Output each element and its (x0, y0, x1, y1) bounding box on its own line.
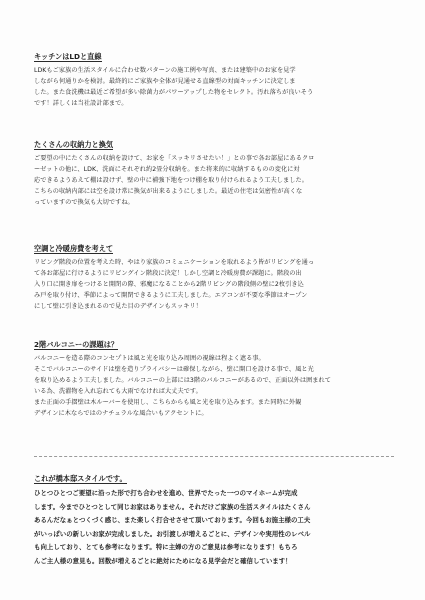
section-heading: これが橋本邸スタイルです。 (34, 474, 127, 483)
section-body: ご要望の中にたくさんの収納を設けて、お家を「スッキリさせたい！」との事で各お部屋にあるクロ ーゼットの他に、LDK、洗面にそれぞれ約2畳分収納を。また将来的に収納するものの変化に対 応できるようあえて棚は設けず、壁の中に補強下地をつけ棚を取り付けられるよう工夫しました。 こちらの収納内部には空を設け常に換気が出来るようにしました。最近の住宅は気密性が高くな っていますので換気も大切ですね。 (34, 155, 315, 206)
section-heading: キッチンはLDと直線 (34, 52, 102, 61)
section-heading: 空調と冷暖房費を考えて (34, 244, 114, 253)
section-storage (34, 132, 394, 208)
section-air-conditioning (34, 236, 394, 312)
section-body: バルコニーを造る際のコンセプトは風と光を取り込み周囲の視線は程よく遮る事。 そこでバルコニーのサイドは壁を造りプライバシーは確保しながら、壁に開口を設ける事で、風と光 を取り込めるよう工夫しました。バルコニーの上部には3階のバルコニーがあるので、正面以外は囲まれて いる為、洗濯物を入れ忘れても大雨でなければ大丈夫です。 また正面の手摺壁は木ルーバーを使用し、こちらからも風と光を取り込みます。また同時に外観 デザインに木ならではのナチュラルな風合いもアクセントに。 (34, 355, 332, 417)
section-summary (34, 466, 394, 568)
section-body: リビング階段の位置を考えた時、やはり家族のコミュニケーションを取れるよう皆がリビングを通っ て各お部屋に行けるようにリビングイン階段に決定！しかし空調と冷暖房費が課題に。階段の出 入り口に開き扉をつけると開閉の際、邪魔になることから2階リビングの階段側の壁に2枚引き込 み戸を取り付け、季節によって開閉できるように工夫しました。エアコンが不要な季節はオープン にして壁に引き込まれるので見た目のデザインもスッキリ！ (34, 259, 315, 310)
section-body: LDKもご家族の生活スタイルに合わせ数パターンの施工例や写真、または建築中のお家を見学 しながら何通りかを検討。最終的にご家族や全体が見通せる直線型の対面キッチンに決定しま した。また食洗機は最近ご希望が多い除菌力がパワーアップした物をセレクト。汚れ落ちが良いそう です！詳しくは当社設計部まで。 (34, 67, 314, 107)
section-kitchen (34, 44, 394, 109)
section-body: ひとつひとつご要望に沿った形で打ち合わせを進め、世界でたった一つのマイホームが完成 します。今までひとつとして同じお家はありません。それだけご家族の生活スタイルはたくさん あるんだなぁとつくづく感じ、また楽しく打合せさせて頂いております。今回もお施主様の工夫 がいっぱいの新しいお家が完成しました。お引渡しが増えるごとに、デザインや実用性のレベル も向上しており、とても参考になります。特に主婦の方のご意見は参考になります！もちろ んご主人様の意見も。回数が増えるごとに絶対にためになる見学会だと確信しています！ (34, 489, 311, 565)
section-balcony (34, 332, 394, 419)
section-heading: 2階バルコニーの課題は？ (34, 340, 119, 349)
section-heading: たくさんの収納力と換気 (34, 140, 114, 149)
divider (34, 456, 394, 457)
